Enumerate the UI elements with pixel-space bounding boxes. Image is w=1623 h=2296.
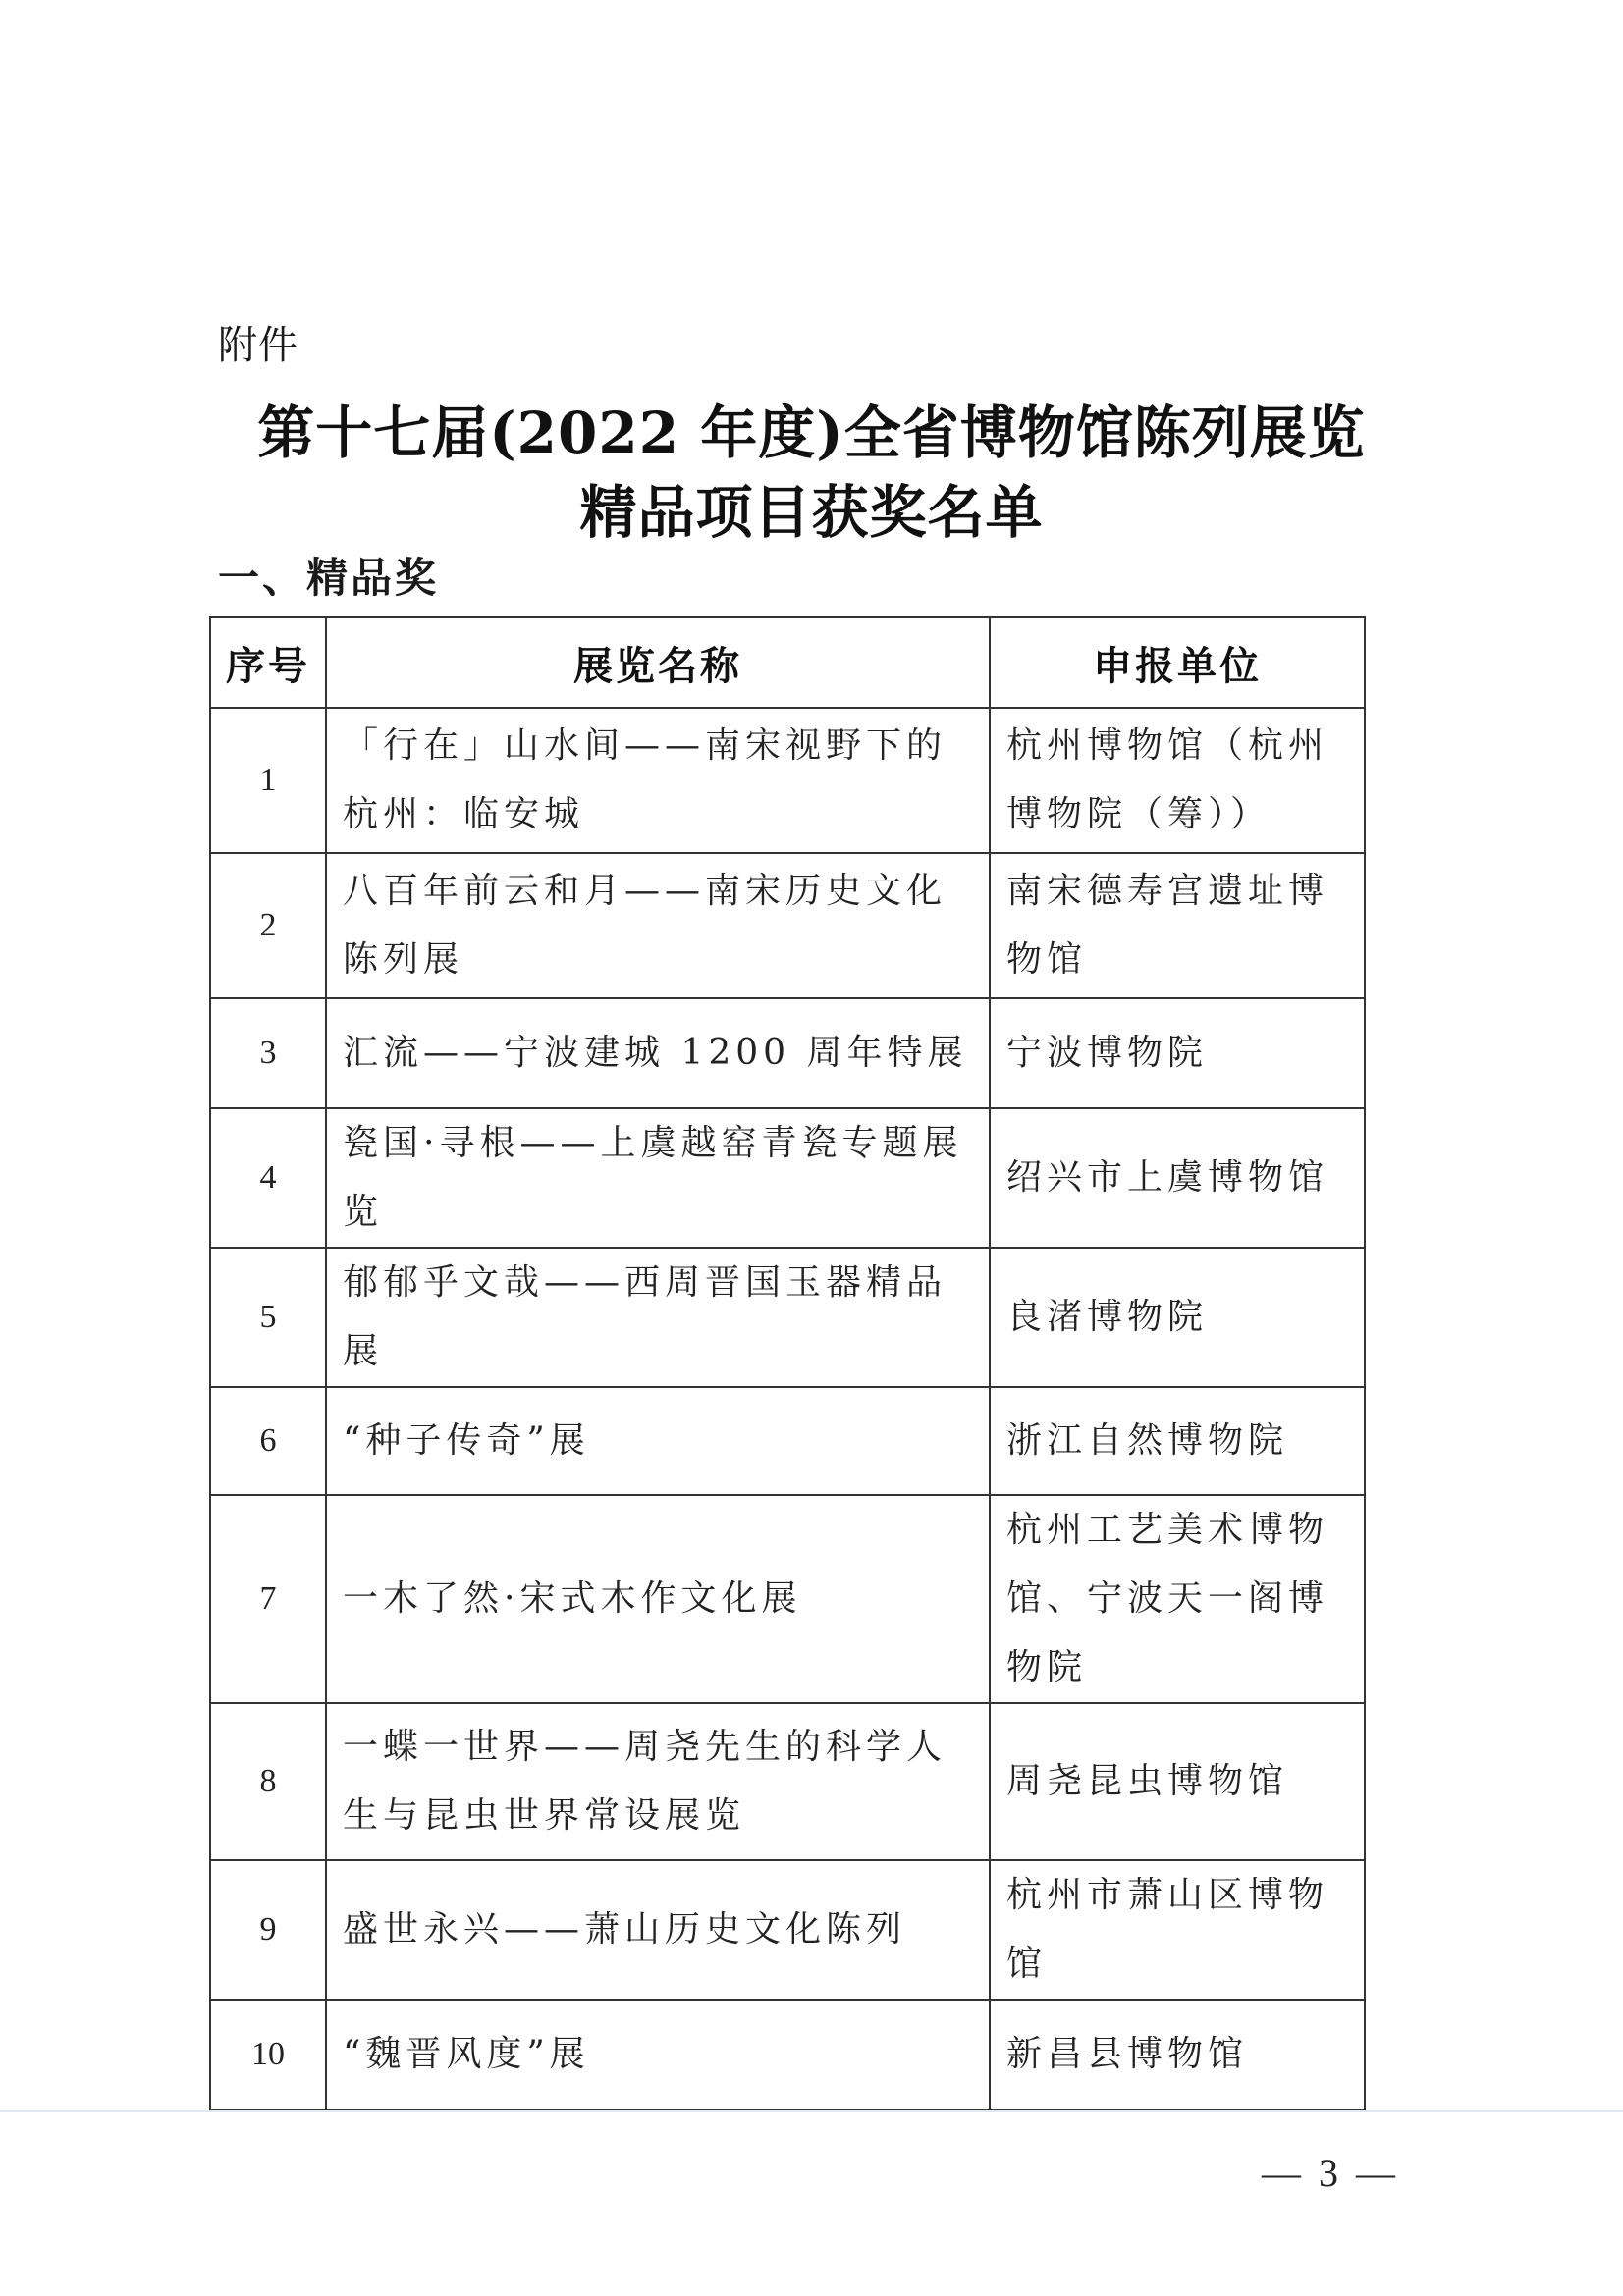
applicant-unit: 新昌县博物馆 (990, 2000, 1365, 2109)
applicant-unit: 杭州博物馆（杭州博物院（筹）） (990, 708, 1365, 853)
page-title-line-2: 精品项目获奖名单 (579, 479, 1044, 546)
applicant-unit: 宁波博物院 (990, 998, 1365, 1108)
applicant-unit: 南宋德寿宫遗址博物馆 (990, 853, 1365, 998)
exhibition-name: 八百年前云和月——南宋历史文化陈列展 (326, 853, 990, 998)
table-row (210, 1108, 1365, 1248)
award-table (209, 616, 1366, 2110)
footer-divider (0, 2110, 1623, 2112)
exhibition-name: 一蝶一世界——周尧先生的科学人生与昆虫世界常设展览 (326, 1703, 990, 1860)
applicant-unit: 周尧昆虫博物馆 (990, 1703, 1365, 1860)
exhibition-name: 盛世永兴——萧山历史文化陈列 (326, 1860, 990, 2000)
table-row (210, 2000, 1365, 2109)
applicant-unit: 浙江自然博物院 (990, 1387, 1365, 1495)
table-row (210, 708, 1365, 853)
applicant-unit: 杭州工艺美术博物馆、宁波天一阁博物院 (990, 1495, 1365, 1703)
applicant-unit: 良渚博物院 (990, 1248, 1365, 1387)
attachment-label: 附件 (218, 323, 298, 368)
row-number: 9 (210, 1860, 326, 2000)
section-heading: 一、精品奖 (218, 554, 440, 602)
table-row (210, 853, 1365, 998)
applicant-unit: 杭州市萧山区博物馆 (990, 1860, 1365, 2000)
table-row (210, 1860, 1365, 2000)
header-exhibition-name: 展览名称 (326, 617, 990, 708)
exhibition-name: 一木了然·宋式木作文化展 (326, 1495, 990, 1703)
table-row (210, 1248, 1365, 1387)
row-number: 5 (210, 1248, 326, 1387)
exhibition-name: “魏晋风度”展 (326, 2000, 990, 2109)
header-number: 序号 (210, 617, 326, 708)
row-number: 4 (210, 1108, 326, 1248)
page-title-line-1: 第十七届(2022 年度)全省博物馆陈列展览 (257, 400, 1366, 466)
table-row (210, 1387, 1365, 1495)
table-row (210, 998, 1365, 1108)
row-number: 2 (210, 853, 326, 998)
table-row (210, 1703, 1365, 1860)
exhibition-name: 郁郁乎文哉——西周晋国玉器精品展 (326, 1248, 990, 1387)
exhibition-name: 「行在」山水间——南宋视野下的杭州：临安城 (326, 708, 990, 853)
row-number: 7 (210, 1495, 326, 1703)
row-number: 10 (210, 2000, 326, 2109)
header-applicant-unit: 申报单位 (990, 617, 1365, 708)
exhibition-name: “种子传奇”展 (326, 1387, 990, 1495)
applicant-unit: 绍兴市上虞博物馆 (990, 1108, 1365, 1248)
row-number: 3 (210, 998, 326, 1108)
row-number: 1 (210, 708, 326, 853)
table-header-row (210, 617, 1365, 708)
row-number: 8 (210, 1703, 326, 1860)
exhibition-name: 瓷国·寻根——上虞越窑青瓷专题展览 (326, 1108, 990, 1248)
exhibition-name: 汇流——宁波建城 1200 周年特展 (326, 998, 990, 1108)
table-row (210, 1495, 1365, 1703)
page-number: — 3 — (1262, 2151, 1399, 2195)
row-number: 6 (210, 1387, 326, 1495)
